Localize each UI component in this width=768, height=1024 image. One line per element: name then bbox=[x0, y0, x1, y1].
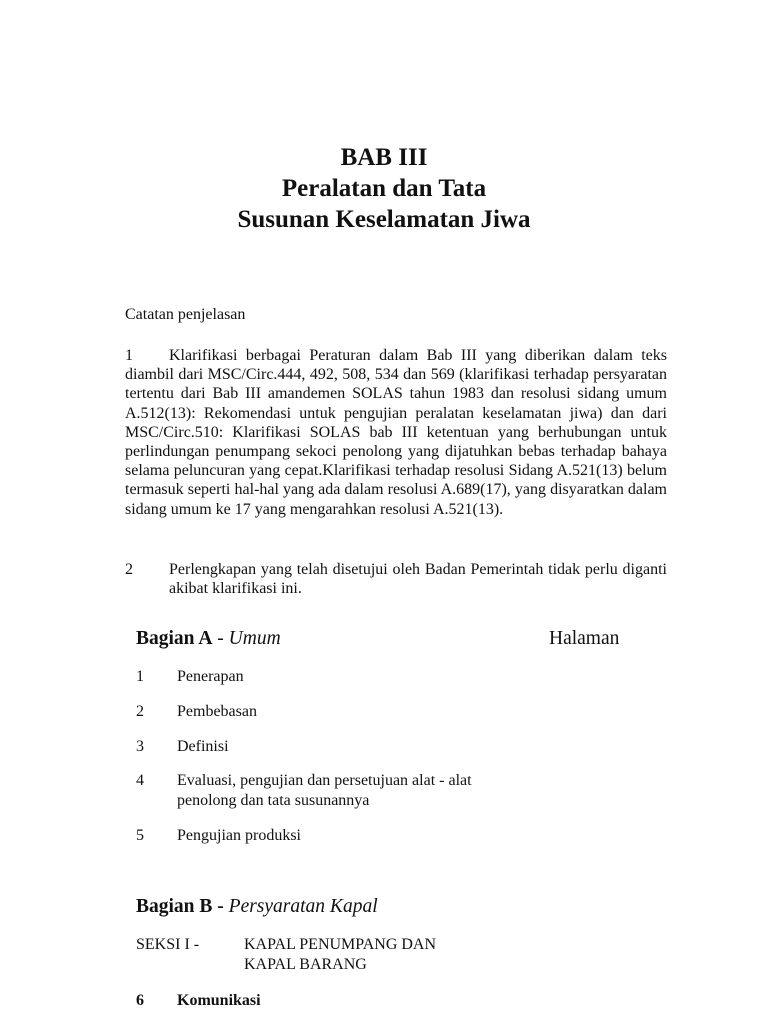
section-b-prefix: Bagian B bbox=[136, 896, 213, 917]
section-b-separator: - bbox=[212, 896, 229, 917]
section-b-name: Persyaratan Kapal bbox=[228, 896, 378, 917]
toc-item-text: Pengujian produksi bbox=[177, 827, 301, 844]
seksi-label: SEKSI I - bbox=[136, 936, 200, 953]
section-a-prefix: Bagian A bbox=[136, 628, 213, 649]
toc-item bbox=[136, 826, 556, 846]
toc-item-number: 5 bbox=[136, 827, 144, 844]
seksi-heading bbox=[136, 935, 556, 975]
toc-item-number: 6 bbox=[136, 992, 144, 1009]
notes-heading: Catatan penjelasan bbox=[125, 306, 246, 323]
toc-item-number: 1 bbox=[136, 668, 144, 685]
paragraph-text: Perlengkapan yang telah disetujui oleh Badan Pemerintah tidak perlu diganti akibat klarifikasi ini. bbox=[169, 561, 667, 598]
chapter-number: BAB III bbox=[340, 144, 428, 171]
toc-item-number: 4 bbox=[136, 772, 144, 789]
section-a-name: Umum bbox=[228, 628, 281, 649]
section-a-separator: - bbox=[212, 628, 229, 649]
toc-item-number: 2 bbox=[136, 703, 144, 720]
section-a-heading bbox=[136, 628, 281, 650]
toc-item bbox=[136, 667, 556, 687]
seksi-title: KAPAL PENUMPANG DAN KAPAL BARANG bbox=[244, 936, 437, 973]
section-b-heading bbox=[136, 896, 378, 918]
toc-item-text: Definisi bbox=[177, 738, 229, 755]
toc-item bbox=[136, 702, 556, 722]
chapter-title bbox=[0, 142, 768, 235]
note-paragraph-1 bbox=[125, 346, 667, 519]
paragraph-number: 1 bbox=[125, 347, 133, 364]
page-column-label: Halaman bbox=[549, 628, 620, 649]
toc-item-text: Pembebasan bbox=[177, 703, 257, 720]
toc-item-text: Evaluasi, pengujian dan persetujuan alat - alat penolong dan tata susunannya bbox=[177, 772, 472, 809]
note-paragraph-2 bbox=[125, 560, 667, 598]
toc-item bbox=[136, 771, 516, 811]
toc-item-number: 3 bbox=[136, 738, 144, 755]
toc-item-text: Komunikasi bbox=[177, 992, 261, 1009]
paragraph-number: 2 bbox=[125, 561, 133, 578]
toc-item bbox=[136, 991, 556, 1011]
toc-item bbox=[136, 737, 556, 757]
chapter-title-line-1: Peralatan dan Tata bbox=[281, 175, 487, 202]
paragraph-text: Klarifikasi berbagai Peraturan dalam Bab III yang diberikan dalam teks diambil dari MSC/Circ.444, 492, 508, 534 dan 569 (klarifikasi terhadap persyaratan tertentu dari Bab III amandemen SOLAS tahun 1983 dan resolusi sidang umum A.512(13): Rekomendasi untuk pengujian peralatan keselamatan jiwa) dan dari MSC/Circ.510: Klarifikasi SOLAS bab III ketentuan yang berhubungan untuk perlindungan penumpang sekoci penolong yang dijatuhkan bebas terhadap bahaya selama peluncuran yang cepat.Klarifikasi terhadap resolusi Sidang A.521(13) belum termasuk seperti hal-hal yang ada dalam resolusi A.689(17), yang disyaratkan dalam sidang umum ke 17 yang mengarahkan resolusi A.521(13). bbox=[125, 347, 667, 518]
toc-item-text: Penerapan bbox=[177, 668, 244, 685]
chapter-title-line-2: Susunan Keselamatan Jiwa bbox=[237, 206, 531, 233]
